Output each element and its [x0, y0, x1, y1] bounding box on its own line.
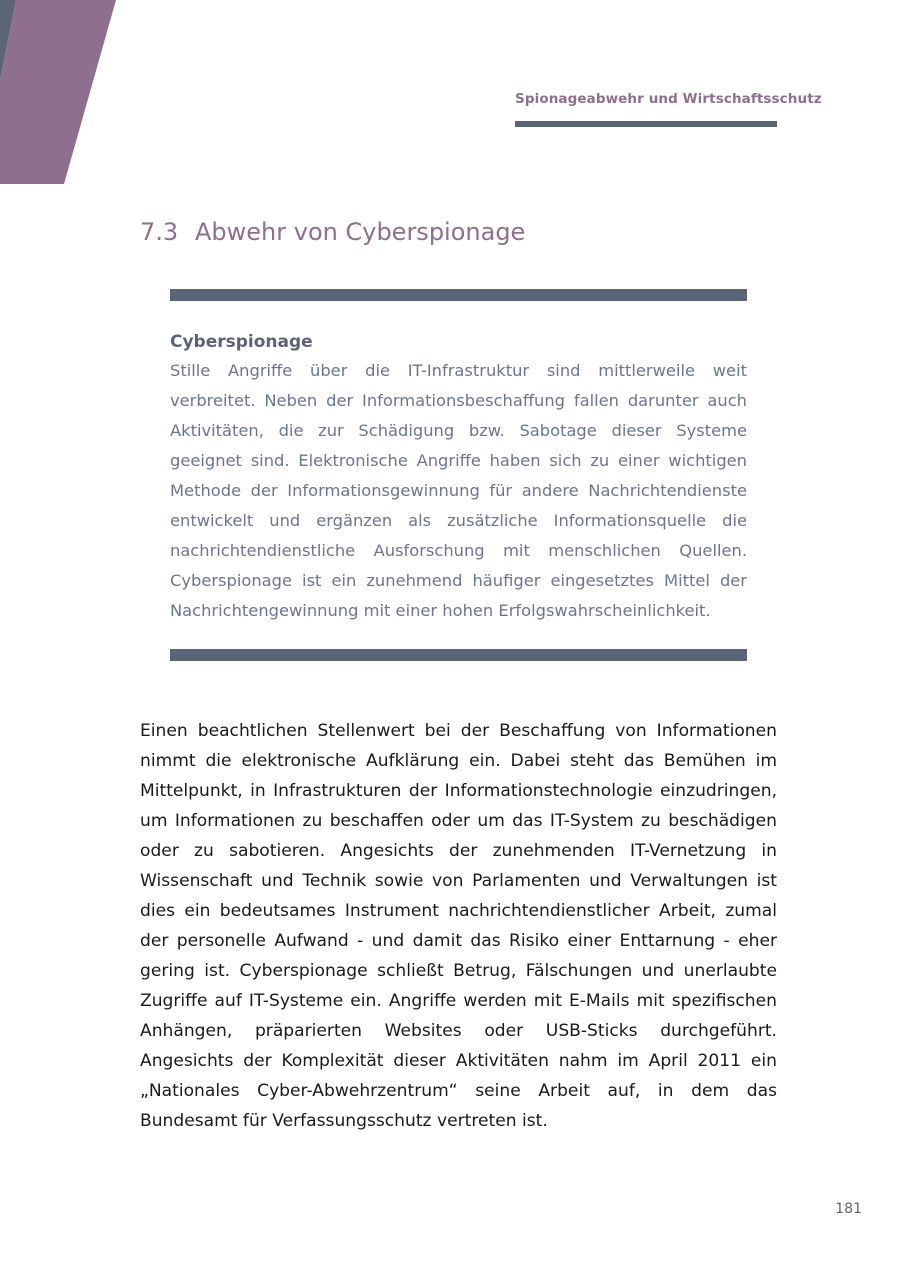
section-number: 7.3 — [140, 218, 179, 246]
corner-decoration-purple-band — [0, 0, 116, 184]
page-number: 181 — [835, 1201, 862, 1217]
section-title: Abwehr von Cyberspionage — [195, 218, 526, 246]
running-header-title: Spionageabwehr und Wirtschaftsschutz — [515, 91, 822, 107]
body-paragraph: Einen beachtlichen Stellenwert bei der Beschaffung von Informationen nimmt die elektronische Aufklärung ein. Dabei steht das Bemühen im Mittelpunkt, in Infrastrukturen der Informationstechnologie einzudringen, um Informationen zu beschaffen oder um das IT-System zu beschädigen oder zu sabotieren. Angesichts der zunehmenden IT-Vernetzung in Wissenschaft und Technik sowie von Parlamenten und Verwaltungen ist dies ein bedeutsames Instrument nachrichtendienstlicher Arbeit, zumal der personelle Aufwand - und damit das Risiko einer Enttarnung - eher gering ist. Cyberspionage schließt Betrug, Fälschungen und unerlaubte Zugriffe auf IT-Systeme ein. Angriffe werden mit E-Mails mit spezifischen Anhängen, präparierten Websites oder USB-Sticks durchgeführt. Angesichts der Komplexität dieser Aktivitäten nahm im April 2011 ein „Nationales Cyber-Abwehrzentrum“ seine Arbeit auf, in dem das Bundesamt für Verfassungsschutz vertreten ist. — [140, 721, 777, 1131]
infobox-text: Stille Angriffe über die IT-Infrastruktur sind mittlerweile weit verbreitet. Neben der Informationsbeschaffung fallen darunter auch Aktivitäten, die zur Schädigung bzw. Sabotage dieser Systeme geeignet sind. Elektronische Angriffe haben sich zu einer wichtigen Methode der Informationsgewinnung für andere Nachrichtendienste entwickelt und ergänzen als zusätzliche Informationsquelle die nachrichtendienstliche Ausforschung mit menschlichen Quellen. Cyberspionage ist ein zunehmend häufiger eingesetztes Mittel der Nachrichtengewinnung mit einer hohen Erfolgswahrscheinlichkeit. — [170, 361, 747, 620]
header-rule — [515, 121, 777, 127]
infobox-bottom-rule — [170, 649, 747, 661]
infobox — [170, 328, 747, 626]
section-heading — [140, 218, 525, 246]
infobox-title: Cyberspionage — [170, 332, 313, 352]
infobox-top-rule — [170, 289, 747, 301]
corner-decoration — [0, 0, 120, 185]
